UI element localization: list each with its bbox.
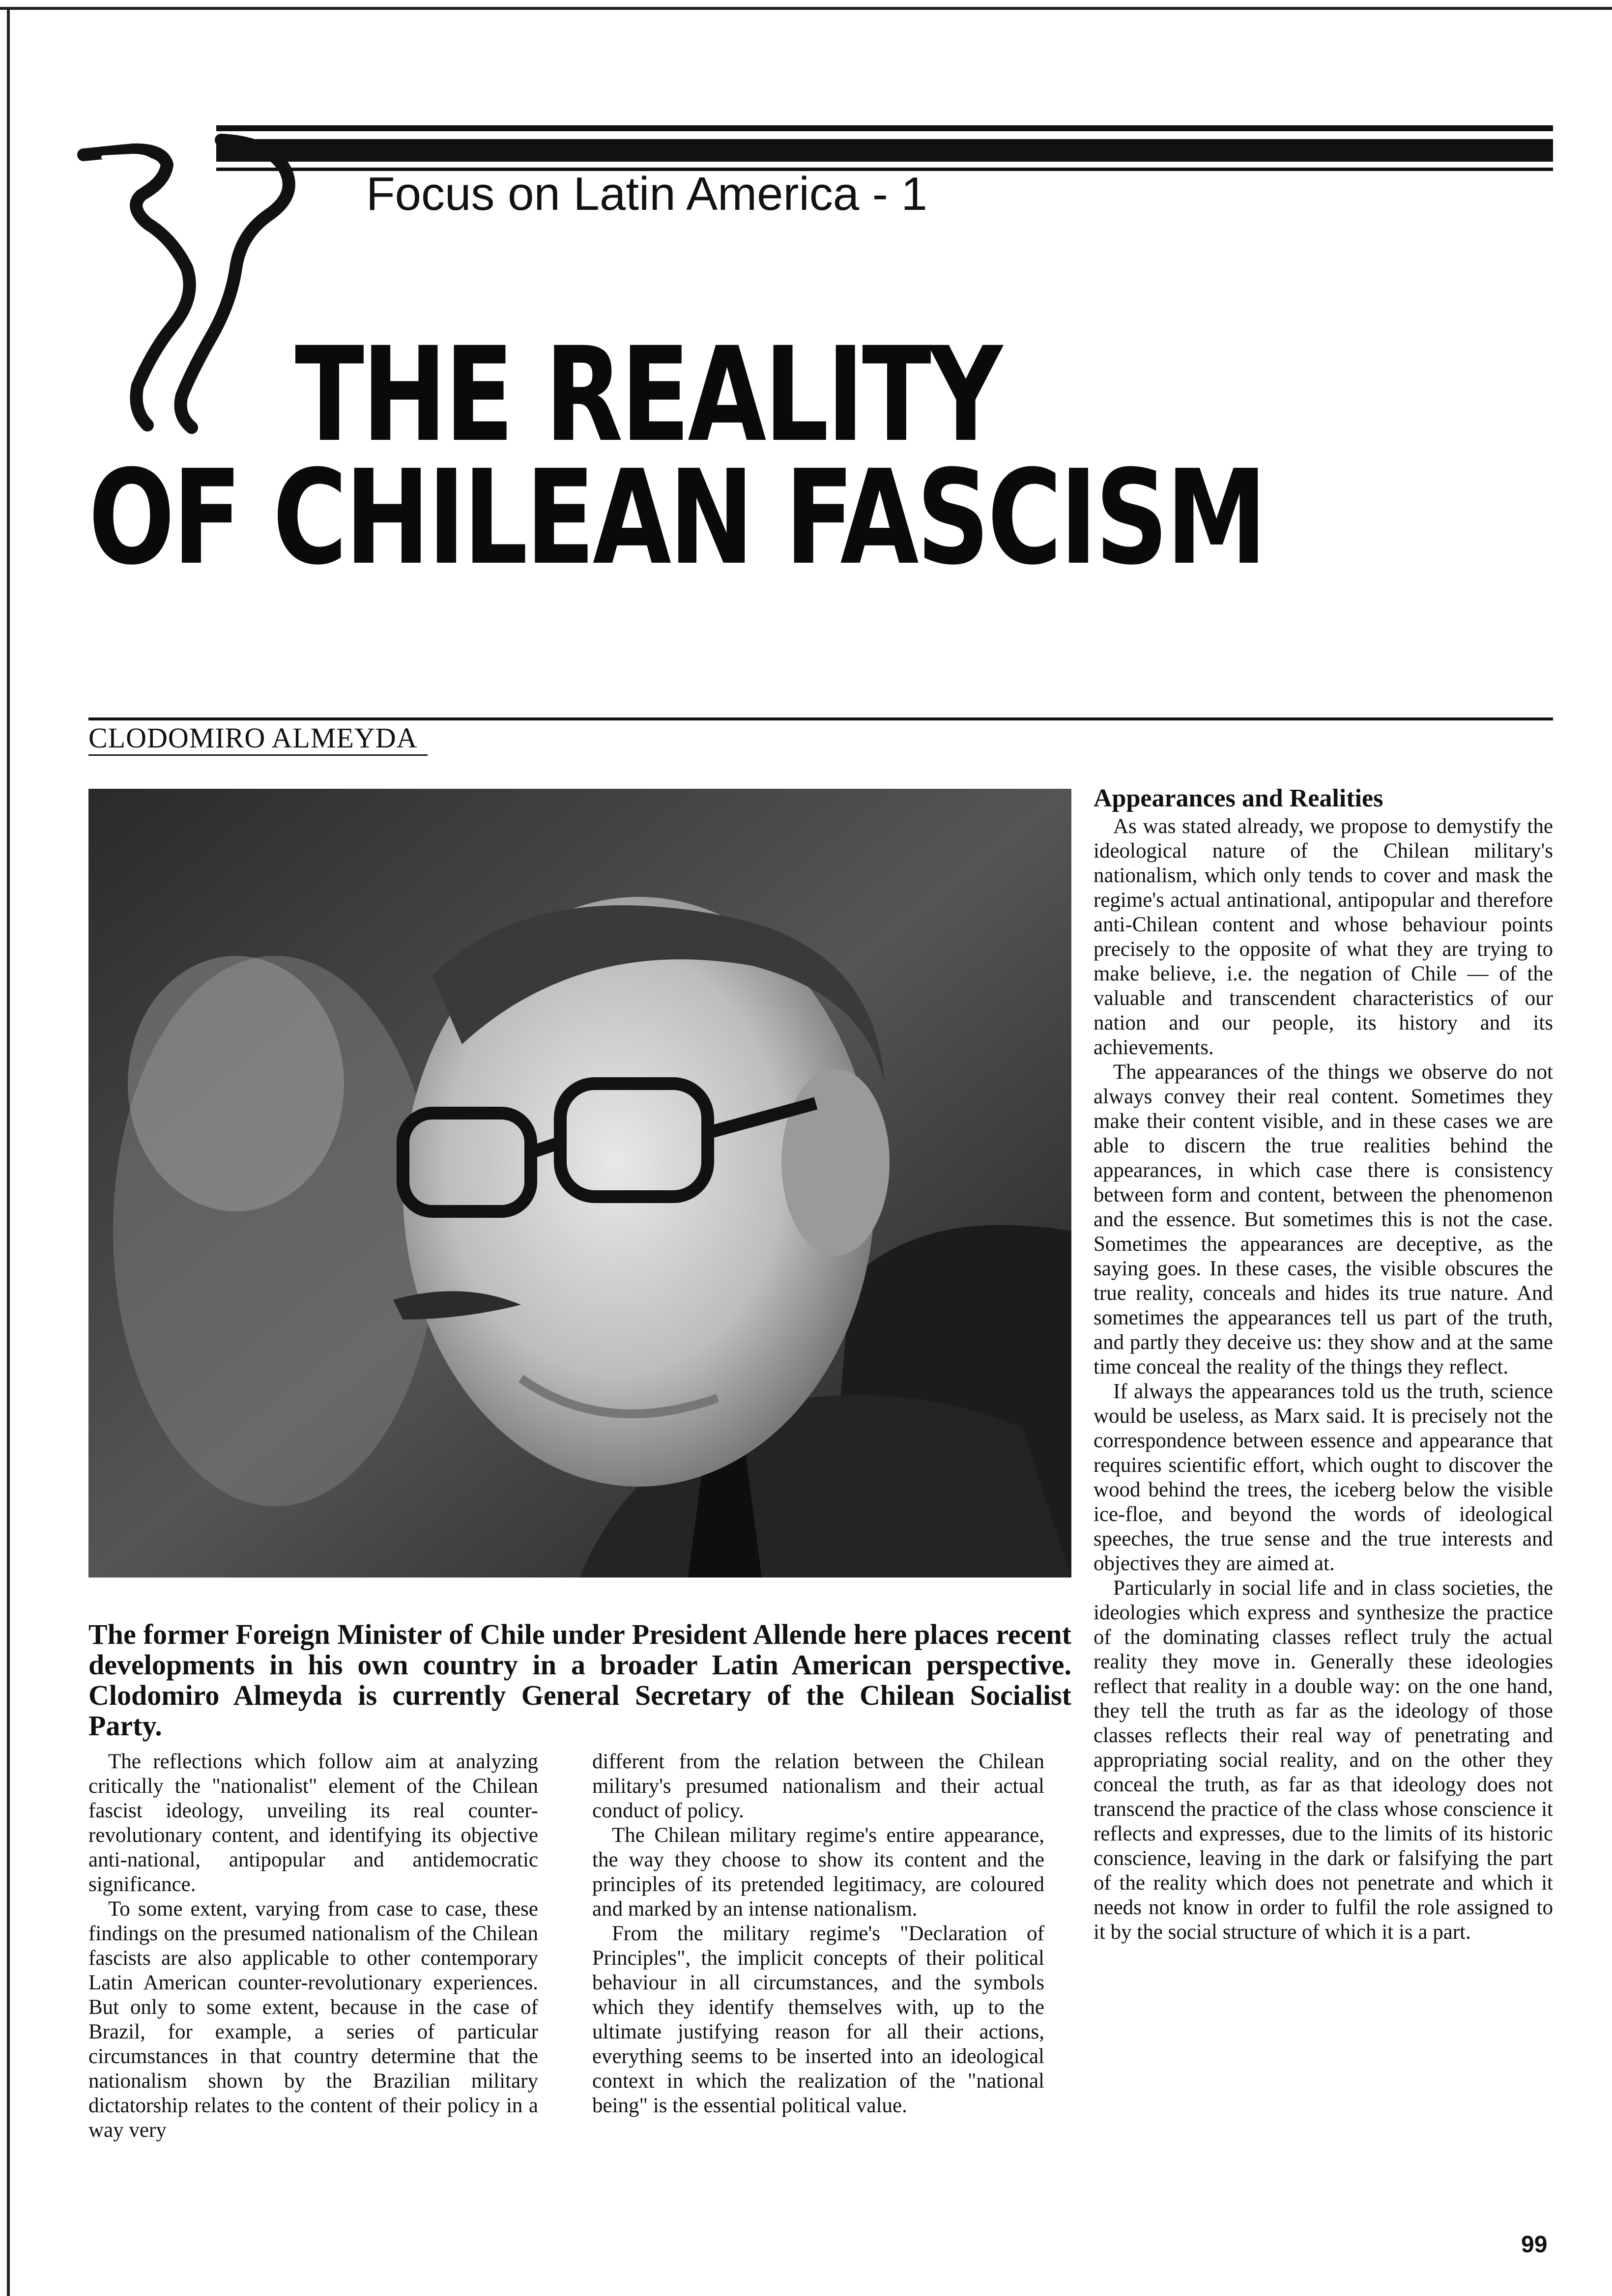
author-byline: CLODOMIRO ALMEYDA <box>88 722 418 754</box>
headline-line-1: THE REALITY <box>295 319 1001 471</box>
header-rule-bars <box>216 125 1553 172</box>
paragraph: different from the relation between the Chilean military's presumed nationalism and their actual conduct of policy. <box>592 1750 1044 1822</box>
paragraph: The Chilean military regime's entire appearance, the way they choose to show its content and the principles of its pretended legitimacy, are coloured and marked by an intense nationalism. <box>592 1824 1044 1921</box>
paragraph: Particularly in social life and in class societies, the ideologies which express and synthesize the practice of the dominating classes reflect truly the actual reality they move in. Generally these ideologies reflect that reality in a double way: on the one hand, they tell the truth as far as the ideology of those classes reflects their real way of penetrating and appropriating social reality, and on the other they conceal the truth, as far as that ideology does not transcend the practice of the class whose conscience it reflects and expresses, due to the limits of its historic conscience, leaving in the dark or falsifying the part of the reality which does not penetrate and which it needs not know in order to fulfil the role assigned to it by the social structure of which it is a part. <box>1094 1577 1553 1944</box>
page-frame-left <box>7 7 10 2296</box>
paragraph: The appearances of the things we observe do not always convey their real content. Sometimes they make their content visible, and in these cases we are able to discern the true realities behind the appearances, in which case there is consistency between form and content, between the phenomenon and the essence. But sometimes this is not the case. Sometimes the appearances are deceptive, as the saying goes. In these cases, the visible obscures the true reality, conceals and hides its true nature. And sometimes the appearances tell us part of the truth, and partly they deceive us: they show and at the same time conceal the reality of the things they reflect. <box>1094 1061 1553 1378</box>
paragraph: From the military regime's "Declaration of Principles", the implicit concepts of their political behaviour in all circumstances, and the symbols which they identify themselves with, up to the ultimate justifying reason for all their actions, everything seems to be inserted into an ideological context in which the realization of the "national being" is the essential political value. <box>592 1922 1044 2117</box>
author-portrait-photo <box>88 789 1071 1578</box>
section-heading: Appearances and Realities <box>1094 784 1383 812</box>
page-number: 99 <box>1521 2232 1548 2258</box>
byline-rule <box>88 718 1553 720</box>
paragraph: The reflections which follow aim at analyzing critically the "nationalist" element of the Chilean fascist ideology, unveiling its real counter-revolutionary content, and identifying its objective anti-national, antipopular and antidemocratic significance. <box>88 1750 538 1896</box>
article-column-1 <box>88 1750 538 2143</box>
paragraph: To some extent, varying from case to case, these findings on the presumed nationalism of the Chilean fascists are also applicable to other contemporary Latin American counter-revolutionary experiences. But only to some extent, because in the case of Brazil, for example, a series of particular circumstances in that country determine that the nationalism shown by the Brazilian military dictatorship relates to the content of their policy in a way very <box>88 1897 538 2142</box>
page-frame-top <box>0 7 1612 10</box>
article-column-3 <box>1094 784 1553 1945</box>
byline-underline <box>88 754 428 756</box>
photo-caption: The former Foreign Minister of Chile under President Allende here places recent developments in his own country in a broader Latin American perspective. Clodomiro Almeyda is currently General Secretary of the Chilean Socialist Party. <box>88 1618 1071 1742</box>
article-column-2 <box>592 1750 1044 2118</box>
paragraph: As was stated already, we propose to demystify the ideological nature of the Chilean military's nationalism, which only tends to cover and mask the regime's actual antinational, antipopular and therefore anti-Chilean content and whose behaviour points precisely to the opposite of what they are trying to make believe, i.e. the negation of Chile — of the valuable and transcendent characteristics of our nation and our people, its history and its achievements. <box>1094 815 1553 1059</box>
series-kicker: Focus on Latin America - 1 <box>366 168 927 220</box>
paragraph: If always the appearances told us the truth, science would be useless, as Marx said. It is precisely not the correspondence between essence and appearance that requires scientific effort, which ought to discover the wood behind the trees, the iceberg below the visible ice-floe, and beyond the words of ideological speeches, the true sense and the true interests and objectives they are aimed at. <box>1094 1380 1553 1575</box>
headline-line-2: OF CHILEAN FASCISM <box>88 442 1265 594</box>
